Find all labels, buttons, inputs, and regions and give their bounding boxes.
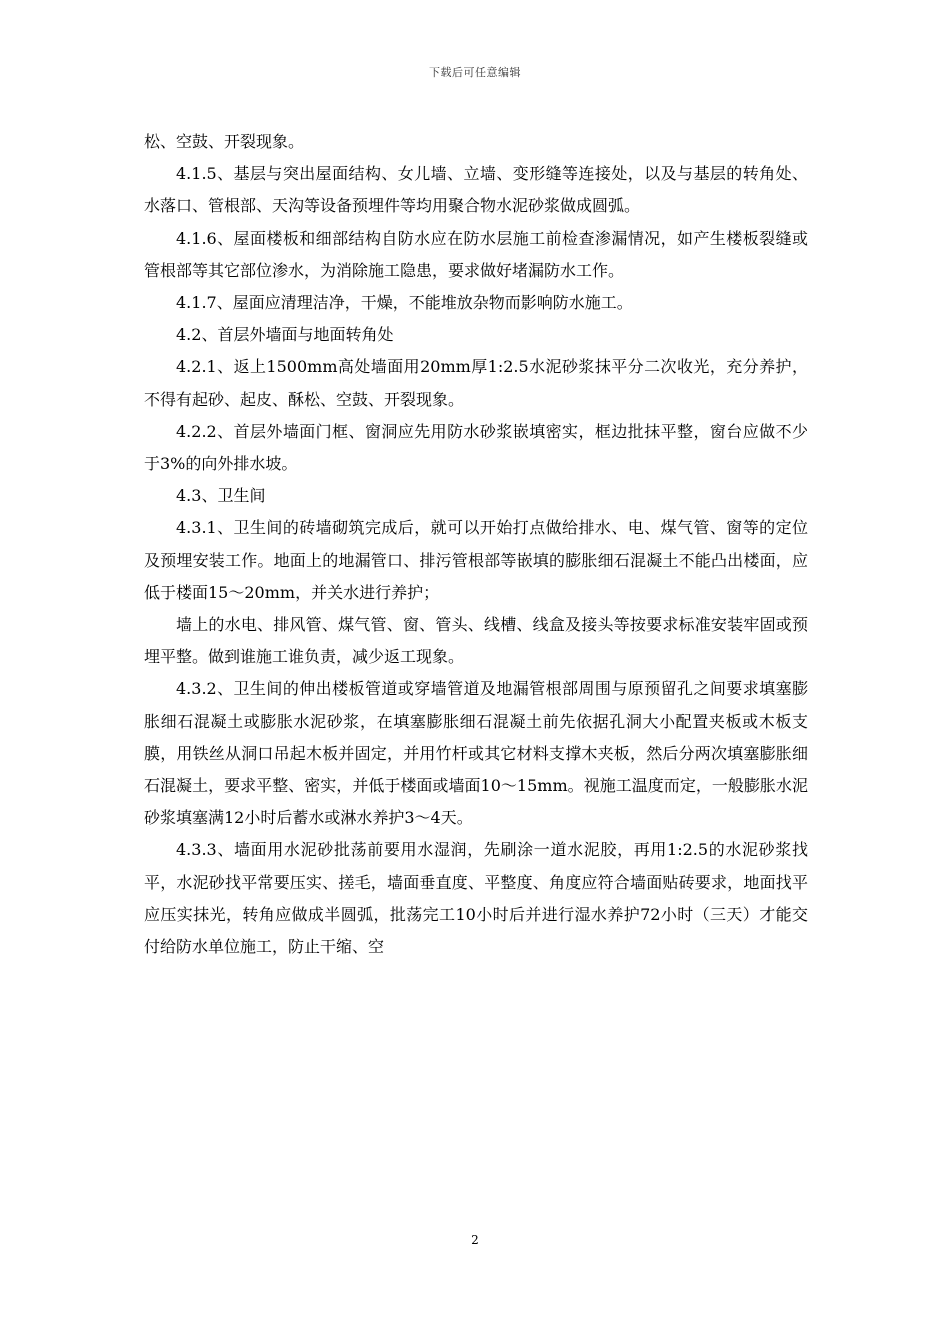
- paragraph-4-3-3: 4.3.3、墙面用水泥砂批荡前要用水湿润，先刷涂一道水泥胶，再用1:2.5的水泥砂浆找平，水泥砂找平常要压实、搓毛，墙面垂直度、平整度、角度应符合墙面贴砖要求，地面找平应压实抹光，转角应做成半圆弧，批荡完工10小时后并进行湿水养护72小时（三天）才能交付给防水单位施工，防止干缩、空: [144, 840, 808, 957]
- paragraph-4-1-5: 4.1.5、基层与突出屋面结构、女儿墙、立墙、变形缝等连接处，以及与基层的转角处、水落口、管根部、天沟等设备预埋件等均用聚合物水泥砂浆做成圆弧。: [144, 164, 808, 216]
- paragraph-4-1-7: 4.1.7、屋面应清理洁净，干燥，不能堆放杂物而影响防水施工。: [176, 293, 633, 313]
- paragraph-4-3-1-continued: 墙上的水电、排风管、煤气管、窗、管头、线槽、线盒及接头等按要求标准安装牢固或预埋平整。做到谁施工谁负责，减少返工现象。: [144, 615, 808, 667]
- section-heading-4-3: 4.3、卫生间: [176, 486, 266, 506]
- paragraph-4-2-1: 4.2.1、返上1500mm高处墙面用20mm厚1:2.5水泥砂浆抹平分二次收光，充分养护，不得有起砂、起皮、酥松、空鼓、开裂现象。: [144, 357, 808, 409]
- section-heading-4-2: 4.2、首层外墙面与地面转角处: [176, 325, 394, 345]
- paragraph-continuation: 松、空鼓、开裂现象。: [144, 132, 305, 151]
- paragraph-4-3-1: 4.3.1、卫生间的砖墙砌筑完成后，就可以开始打点做给排水、电、煤气管、窗等的定位及预埋安装工作。地面上的地漏管口、排污管根部等嵌填的膨胀细石混凝土不能凸出楼面，应低于楼面15～20mm，并关水进行养护；: [144, 518, 808, 602]
- paragraph-4-3-2: 4.3.2、卫生间的伸出楼板管道或穿墙管道及地漏管根部周围与原预留孔之间要求填塞膨胀细石混凝土或膨胀水泥砂浆，在填塞膨胀细石混凝土前先依据孔洞大小配置夹板或木板支膜，用铁丝从洞口吊起木板并固定，并用竹杆或其它材料支撑木夹板，然后分两次填塞膨胀细石混凝土，要求平整、密实，并低于楼面或墙面10～15mm。视施工温度而定，一般膨胀水泥砂浆填塞满12小时后蓄水或淋水养护3～4天。: [144, 679, 808, 828]
- document-body: [144, 126, 808, 963]
- page-number: 2: [471, 1233, 479, 1247]
- paragraph-4-2-2: 4.2.2、首层外墙面门框、窗洞应先用防水砂浆嵌填密实，框边批抹平整，窗台应做不少于3%的向外排水坡。: [144, 421, 808, 474]
- page-header: 下载后可任意编辑: [429, 66, 521, 79]
- paragraph-4-1-6: 4.1.6、屋面楼板和细部结构自防水应在防水层施工前检查渗漏情况，如产生楼板裂缝或管根部等其它部位渗水，为消除施工隐患，要求做好堵漏防水工作。: [144, 228, 808, 280]
